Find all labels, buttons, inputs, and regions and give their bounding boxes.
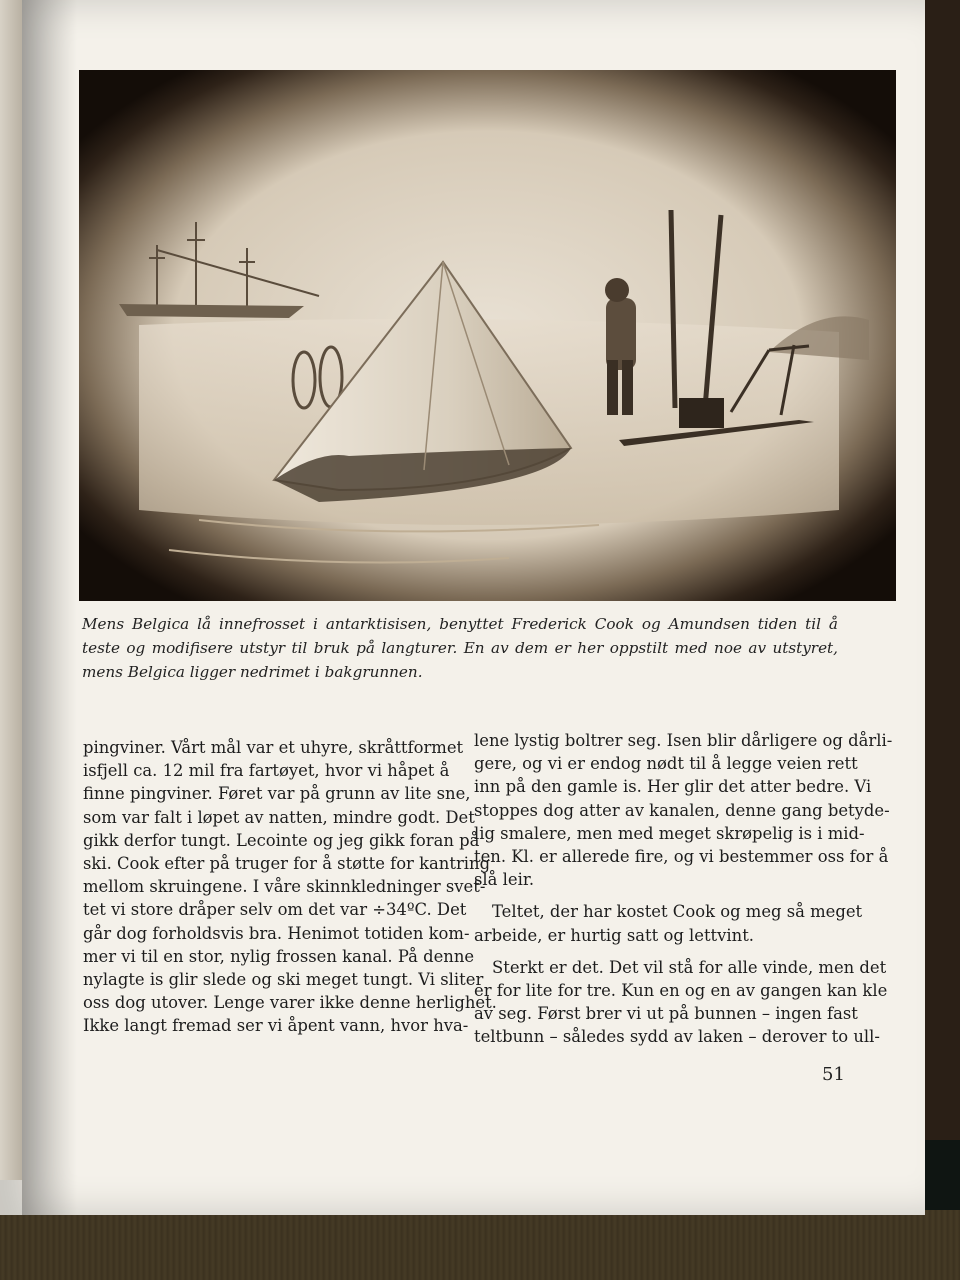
text-line: av seg. Først brer vi ut på bunnen – ingen fast — [474, 1004, 858, 1024]
text-line: Ikke langt fremad ser vi åpent vann, hvor hva- — [83, 1016, 469, 1036]
text-line: Sterkt er det. Det vil stå for alle vinde, men det — [492, 957, 887, 977]
text-line: inn på den gamle is. Her glir det atter bedre. Vi — [474, 777, 872, 797]
text-line: nylagte is glir slede og ski meget tungt. Vi sliter — [83, 970, 484, 990]
text-line: lene lystig boltrer seg. Isen blir dårligere og dårli- — [474, 731, 893, 750]
text-line: finne pingviner. Føret var på grunn av lite sne, — [83, 784, 471, 804]
text-column-right — [474, 729, 893, 1049]
text-line: isfjell ca. 12 mil fra fartøyet, hvor vi håpet å — [83, 761, 450, 781]
photo-caption: Mens Belgica lå innefrosset i antarktisisen, benyttet Frederick Cook og Amundsen tiden til å teste og modifisere utstyr til bruk på langturer. En av dem er her oppstilt med noe av utstyret, mens Belgica ligger nedrimet i bakgrunnen. — [82, 615, 838, 681]
text-line: gere, og vi er endog nødt til å legge veien rett — [474, 754, 858, 774]
text-line: stoppes dog atter av kanalen, denne gang betyde- — [474, 800, 890, 820]
text-line: pingviner. Vårt mål var et uhyre, skråttformet — [83, 738, 464, 757]
text-line: gikk derfor tungt. Lecointe og jeg gikk foran på — [83, 830, 480, 850]
text-line: mellom skruingene. I våre skinnkledninger svet- — [83, 877, 486, 897]
paragraph-gap — [474, 891, 844, 900]
text-line: teltbunn – således sydd av laken – derover to ull- — [474, 1027, 880, 1047]
text-column-left — [83, 736, 497, 1038]
page-number: 51 — [822, 1064, 845, 1085]
page-gutter-shadow — [22, 0, 77, 1215]
text-line: som var falt i løpet av natten, mindre godt. Det — [83, 807, 475, 827]
text-line: ski. Cook efter på truger for å støtte for kantring — [83, 854, 491, 874]
facing-page-edge — [0, 0, 22, 1180]
text-line: arbeide, er hurtig satt og lettvint. — [474, 925, 754, 945]
paragraph-gap — [474, 947, 844, 956]
text-line: slå leir. — [474, 870, 535, 890]
text-line: Teltet, der har kostet Cook og meg så meget — [492, 902, 863, 922]
text-line: går dog forholdsvis bra. Henimot totiden kom- — [83, 923, 470, 943]
text-line: ten. Kl. er allerede fire, og vi bestemmer oss for å — [474, 847, 889, 867]
text-line: er for lite for tre. Kun en og en av gangen kan kle — [474, 981, 888, 1001]
text-line: oss dog utover. Lenge varer ikke denne herlighet. — [83, 993, 497, 1013]
antarctic-tent-photo — [79, 70, 896, 601]
text-line: tet vi store dråper selv om det var ÷34ºC. Det — [83, 900, 467, 920]
text-line: lig smalere, men med meget skrøpelig is i mid- — [474, 823, 865, 843]
text-line: mer vi til en stor, nylig frossen kanal. På denne — [83, 946, 475, 966]
